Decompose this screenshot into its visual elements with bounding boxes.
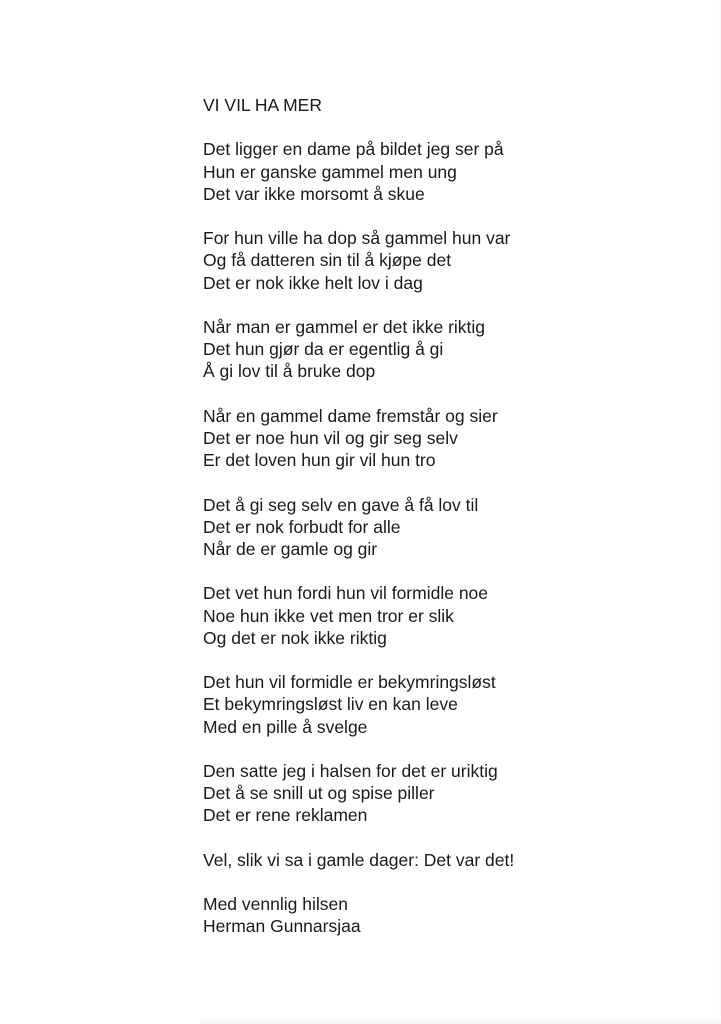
stanza-6 — [203, 582, 683, 649]
poem-line: Hun er ganske gammel men ung — [203, 161, 457, 182]
poem-title: VI VIL HA MER — [203, 95, 322, 115]
poem-line: Det var ikke morsomt å skue — [203, 183, 425, 204]
closing-salutation: Med vennlig hilsen — [203, 894, 348, 915]
stanza-5 — [203, 494, 683, 561]
poem-line: Når en gammel dame fremstår og sier — [203, 405, 498, 426]
poem-line: Når man er gammel er det ikke riktig — [203, 316, 486, 337]
stanza-1 — [203, 138, 683, 205]
stanza-7 — [203, 671, 683, 738]
poem-line: Det er noe hun vil og gir seg selv — [203, 427, 458, 448]
poem-line: Og det er nok ikke riktig — [203, 627, 387, 648]
stanza-2 — [203, 227, 683, 294]
poem-line: For hun ville ha dop så gammel hun var — [203, 228, 511, 249]
poem-line: Et bekymringsløst liv en kan leve — [203, 694, 458, 715]
poem-line: Det hun gjør da er egentlig å gi — [203, 339, 444, 360]
poem-line: Noe hun ikke vet men tror er slik — [203, 605, 454, 626]
poem-line: Det er rene reklamen — [203, 805, 368, 826]
poem-document — [203, 94, 683, 960]
poem-line: Det å gi seg selv en gave å få lov til — [203, 494, 479, 515]
author-signature: Herman Gunnarsjaa — [203, 916, 361, 937]
poem-line: Det vet hun fordi hun vil formidle noe — [203, 583, 489, 604]
poem-line: Det hun vil formidle er bekymringsløst — [203, 672, 496, 693]
poem-line: Med en pille å svelge — [203, 716, 368, 737]
poem-line: Det er nok forbudt for alle — [203, 516, 401, 537]
poem-line: Det å se snill ut og spise piller — [203, 783, 435, 804]
poem-line: Er det loven hun gir vil hun tro — [203, 450, 436, 471]
poem-line: Den satte jeg i halsen for det er uriktig — [203, 760, 498, 781]
poem-line: Og få datteren sin til å kjøpe det — [203, 250, 452, 271]
poem-line: Å gi lov til å bruke dop — [203, 361, 376, 382]
poem-line: Det ligger en dame på bildet jeg ser på — [203, 139, 504, 160]
poem-line: Det er nok ikke helt lov i dag — [203, 272, 423, 293]
closing-block — [203, 893, 683, 937]
stanza-8 — [203, 760, 683, 827]
stanza-9 — [203, 849, 683, 871]
stanza-3 — [203, 316, 683, 383]
poem-line: Når de er gamle og gir — [203, 538, 378, 559]
poem-line: Vel, slik vi sa i gamle dager: Det var det! — [203, 849, 515, 870]
page-bottom-shadow — [200, 1016, 721, 1024]
stanza-4 — [203, 405, 683, 472]
